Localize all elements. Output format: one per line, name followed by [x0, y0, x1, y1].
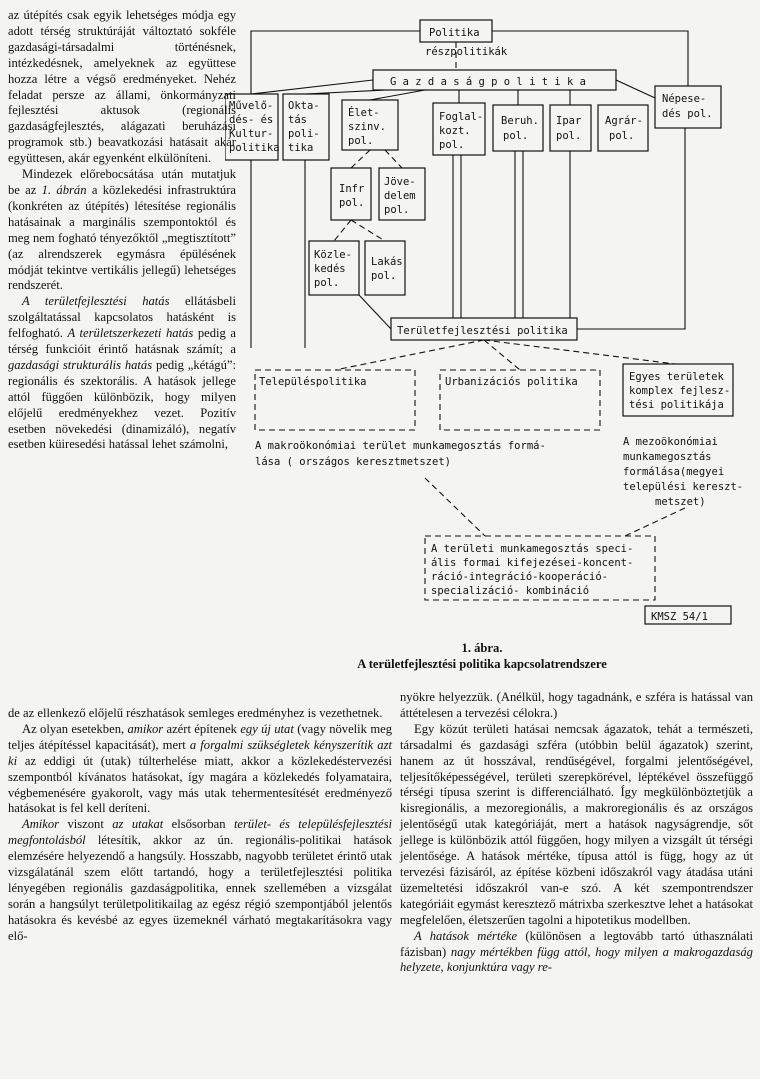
connector-line	[335, 340, 484, 370]
lakas-box	[365, 241, 405, 295]
paragraph: Egy közút területi hatásai nemcsak ágazatok, tehát a természeti, társadalmi és gazdasági szféra (utóbbin belül ágazatok) szerint, hanem az út hosszával, rendűségével, forgalmi jelentőségével, teljesítőképességével, területi szerepkörével, léptékével összefüggő térségi típusa szerint is differenciálható. Így megkülönböztetjük a kisregionális, a mezoregionális, a makroregionális és az országos jelentőségű utak kategóriáját, mert a hatások nagyságrendje, sőt jellege is különbözik attól függően, hogy milyen a vizsgált út térségi jelentősége. A hatások mértéke, típusa attól is függ, hogy az út tervezési fázisáról, az építése közbeni időszakról vagy átadása utáni üzemeltetési időszakról van-e szó. A két szempontrendszer kategóriáit egymást keresztező mátrixba szerkesztve lehet a hatásokat megfelelően, életszerűen tagolni a hipotetikus modellben.	[400, 721, 753, 927]
telepites-label: Településpolitika	[259, 376, 367, 388]
teruleti-label-2: ális formai kifejezései-koncent-	[431, 557, 634, 569]
gazdasagpolitika-label: G a z d a s á g p o l i t i k a	[390, 76, 586, 88]
connector-line	[484, 340, 675, 364]
paragraph: A területfejlesztési hatás ellátásbeli szolgáltatással kapcsolatos hatásként is felfogható. A területszerkezeti hatás pedig a térség funkcióit érintő hatásnak számít; a gazdasági strukturális hatás pedig „kétágú”: regionális és szektorális. A hatások jellege attól függően különbözik, hogy milyen előjelű eredményekhez vezet. Pozitív esetben növekedési (dinamizáló), negatív esetben küiresedési hatással lehet számolni,	[8, 294, 236, 452]
egyes-label-3: tési politikája	[629, 399, 724, 411]
ipar-box	[550, 105, 591, 151]
connector-line	[351, 150, 370, 168]
muvelodes-label-4: politika	[229, 142, 280, 154]
mezo-label-3: formálása(megyei	[623, 466, 725, 478]
connector-line	[625, 508, 685, 536]
caption-number: 1. ábra.	[461, 641, 503, 655]
code-label: KMSZ 54/1	[651, 611, 708, 623]
bottom-left-text	[8, 706, 392, 945]
eletszinv-label-2: szinv.	[348, 121, 386, 133]
connector-line	[577, 128, 685, 329]
kozlekedes-label-2: kedés	[314, 263, 346, 275]
figure-caption	[262, 640, 702, 672]
foglalk-label-1: Foglal-	[439, 111, 484, 123]
connector-line	[425, 478, 485, 536]
beruh-label-2: pol.	[503, 130, 529, 142]
ipar-label-2: pol.	[556, 130, 582, 142]
connector-line	[616, 80, 655, 98]
paragraph: Az olyan esetekben, amikor azért építenek egy új utat (vagy növelik meg teljes átépítéssel kapacitását), mert a forgalmi szükségletek kényszerítik azt ki az eddigi út (utak) túlterhelése miatt, akkor a közlekedéstervezési szempontból kívánatos hatásokat, így magára a közlekedés folyamataira, végbemenésére gyakorolt, vagy más utak tehermentesítését eredményező hatásokat is fel kell deríteni.	[8, 721, 392, 816]
makro-label-1: A makroökonómiai terület munkamegosztás formá-	[255, 440, 546, 452]
eletszinv-label-3: pol.	[348, 135, 374, 147]
mezo-label-5: metszet)	[655, 496, 706, 508]
jovedelem-label-1: Jöve-	[384, 176, 416, 188]
politika-label: Politika	[429, 27, 480, 39]
paragraph: de az ellenkező előjelű részhatások semleges eredményhez is vezethetnek.	[8, 706, 383, 720]
bottom-right-text	[400, 690, 753, 976]
connector-line	[305, 90, 385, 94]
mezo-label-4: települési kereszt-	[623, 481, 744, 493]
eletszinv-label-1: Élet-	[348, 107, 380, 119]
nepesedes-label-2: dés pol.	[662, 108, 713, 120]
foglalk-label-2: kozt.	[439, 125, 471, 137]
agrar-label-2: pol.	[609, 130, 635, 142]
urbanizacios-label: Urbanizációs politika	[445, 376, 578, 388]
connector-line	[385, 150, 402, 168]
oktatas-label-3: poli-	[288, 128, 320, 140]
reszpolitikak-label: részpolitikák	[425, 46, 508, 58]
jovedelem-label-3: pol.	[384, 204, 410, 216]
mezo-label-1: A mezoökonómiai	[623, 436, 718, 448]
egyes-label-1: Egyes területek	[629, 371, 724, 383]
teruleti-label-3: ráció-integráció-kooperáció-	[431, 571, 609, 583]
muvelodes-label-1: Művelő-	[229, 100, 274, 112]
oktatas-label-2: tás	[288, 114, 307, 126]
teruleti-label-4: specializáció- kombináció	[431, 585, 590, 597]
lakas-label-2: pol.	[371, 270, 397, 282]
teruleti-label-1: A területi munkamegosztás speci-	[431, 543, 634, 555]
paragraph: nyökre helyezzük. (Anélkül, hogy tagadnánk, e szféra is hatással van áttételesen a tervezési célokra.)	[400, 690, 753, 720]
connector-line	[351, 220, 385, 241]
ipar-label-1: Ipar	[556, 115, 582, 127]
policy-relations-diagram	[225, 8, 760, 628]
infr-label-2: pol.	[339, 197, 365, 209]
egyes-label-2: komplex fejlesz-	[629, 385, 731, 397]
oktatas-label-1: Okta-	[288, 100, 320, 112]
oktatas-label-4: tika	[288, 142, 314, 154]
connector-line	[370, 90, 425, 100]
agrar-label-1: Agrár-	[605, 115, 643, 127]
connector-line	[334, 220, 351, 241]
connector-line	[359, 295, 391, 329]
infr-label-1: Infr	[339, 183, 365, 195]
makro-label-2: lása ( országos keresztmetszet)	[255, 456, 451, 468]
paragraph: Mindezek előrebocsátása után mutatjuk be az 1. ábrán a közlekedési infrastruktúra (konkréten az útépítés) létesítése regionális hatásainak a marginális szempontoktól és meg nem fogható tényezőktől „megtisztított” (az alrendszerek egymásra épülésének módját tekintve vertikális jellegű) lehetséges rendszerét.	[8, 167, 236, 293]
left-text-column	[8, 8, 236, 453]
kozlekedes-label-1: Közle-	[314, 249, 352, 261]
paragraph: az útépítés csak egyik lehetséges módja egy adott térség struktúráját változtató sokféle gazdasági-társadalmi történésnek, intézkedésnek, amelyeknek az együttese hozza létre a végső eredményeket. Nehéz feladat persze az állami, önkormányzati fejlesztési aktusok (regionális gazdaságfejlesztés, alágazati beruházási programok stb.) beavatkozási hatásait akár együttesen, akár egyenként elkülöníteni.	[8, 8, 236, 166]
jovedelem-label-2: delem	[384, 190, 416, 202]
beruh-box	[493, 105, 543, 151]
terfejl-label: Területfejlesztési politika	[397, 325, 568, 337]
mezo-label-2: munkamegosztás	[623, 451, 712, 463]
beruh-label-1: Beruh.	[501, 115, 539, 127]
muvelodes-label-3: Kultur-	[229, 128, 274, 140]
paragraph: A hatások mértéke (különösen a legtovább tartó úthasználati fázisban) nagy mértékben függ attól, hogy milyen a makrogazdaság helyzete, konjunktúra vagy re-	[400, 928, 754, 975]
muvelodes-label-2: dés- és	[229, 114, 274, 126]
caption-title: A területfejlesztési politika kapcsolatrendszere	[357, 657, 607, 671]
agrar-box	[598, 105, 648, 151]
nepesedes-label-1: Népese-	[662, 93, 707, 105]
foglalk-label-3: pol.	[439, 139, 465, 151]
connector-line	[484, 340, 520, 370]
kozlekedes-label-3: pol.	[314, 277, 340, 289]
paragraph: Amikor viszont az utakat elsősorban terület- és településfejlesztési megfontolásból létesítik, akkor az ún. regionális-politikai hatások elemzésére helyezendő a hangsúly. Hosszabb, nagyobb területet érintő utak vizsgálatánál szem előtt tartandó, hogy a területfejlesztési politika lényegében regionális gazdaságpolitika, ennek szellemében a vizsgálat során a hangsúlyt területpolitikailag az egész régió szempontjából jelentős hatásokra és kevésbé az egyes üzemeknél várható megtakarításokra vagy elő-	[8, 817, 392, 943]
lakas-label-1: Lakás	[371, 256, 403, 268]
